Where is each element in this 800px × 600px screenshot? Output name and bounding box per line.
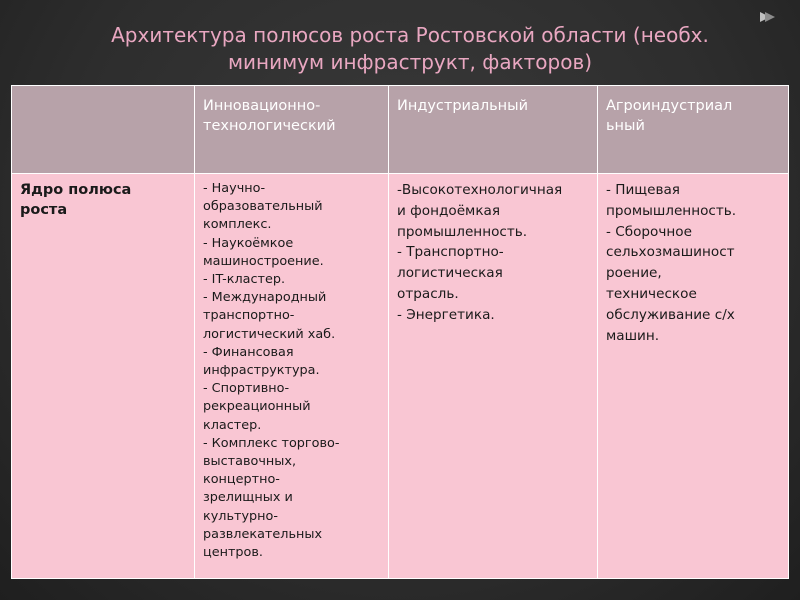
cell-line: - Транспортно-	[397, 244, 504, 261]
cell-line: - Финансовая	[203, 344, 294, 360]
cell-line: рекреационный	[203, 399, 311, 415]
cell-line: -Высокотехнологичная	[397, 182, 563, 198]
row-label-cell	[12, 174, 195, 579]
cell-line: - Наукоёмкое	[203, 235, 294, 251]
cell-line: - IT-кластер.	[203, 272, 286, 288]
table-header-row	[12, 86, 789, 174]
header-text: ьный	[606, 118, 645, 134]
cell-agroindustrial	[598, 174, 789, 579]
header-industrial	[389, 86, 598, 174]
title-line-1: Архитектура полюсов роста Ростовской области (необх.	[111, 23, 709, 47]
cell-line: - Комплекс торгово-	[203, 435, 340, 451]
cell-line: - Международный	[203, 290, 327, 306]
cell-line: промышленность.	[606, 202, 737, 219]
header-text: Агроиндустриал	[606, 98, 733, 114]
cell-line: и фондоёмкая	[397, 202, 501, 219]
cell-line: - Сборочное	[606, 223, 692, 240]
cell-line: обслуживание с/х	[606, 306, 735, 323]
cell-line: концертно-	[203, 472, 280, 488]
cell-line: культурно-	[203, 508, 278, 524]
cell-line: кластер.	[203, 417, 262, 433]
cell-line: - Научно-	[203, 181, 266, 196]
cell-line: логистическая	[397, 265, 503, 282]
header-agroindustrial	[598, 86, 789, 174]
growth-poles-table	[11, 85, 789, 579]
row-label-text: роста	[20, 202, 68, 218]
cell-line: машиностроение.	[203, 253, 324, 269]
cell-industrial	[389, 174, 598, 579]
header-text: технологический	[203, 118, 336, 134]
table-row	[12, 174, 789, 579]
cell-line: логистический хаб.	[203, 326, 336, 342]
cell-industrial-text	[389, 174, 597, 332]
header-innovation	[195, 86, 389, 174]
cell-line: зрелищных и	[203, 490, 293, 506]
header-cell-empty	[12, 86, 195, 174]
cell-line: инфраструктура.	[203, 363, 320, 379]
cell-line: комплекс.	[203, 217, 272, 233]
cell-line: машин.	[606, 327, 660, 344]
cell-line: образовательный	[203, 199, 323, 215]
cell-line: сельхозмашиност	[606, 244, 735, 261]
cell-line: техническое	[606, 285, 697, 302]
title-line-2: минимум инфраструкт, факторов)	[227, 50, 593, 74]
cell-line: промышленность.	[397, 223, 528, 240]
slide-title	[60, 22, 760, 76]
cell-line: центров.	[203, 545, 263, 561]
cell-line: - Энергетика.	[397, 306, 495, 323]
row-label-text: Ядро полюса	[20, 182, 132, 198]
cell-line: транспортно-	[203, 308, 295, 324]
arrow-decoration-icon	[760, 12, 774, 26]
cell-innovation-text	[195, 174, 388, 568]
cell-line: отрасль.	[397, 285, 459, 302]
cell-line: роение,	[606, 265, 662, 282]
cell-innovation	[195, 174, 389, 579]
header-text: Индустриальный	[397, 98, 529, 114]
header-text: Инновационно-	[203, 98, 321, 114]
cell-line: - Спортивно-	[203, 381, 290, 397]
cell-agroindustrial-text	[598, 174, 788, 352]
cell-line: развлекательных	[203, 526, 323, 542]
cell-line: выставочных,	[203, 454, 297, 470]
cell-line: - Пищевая	[606, 182, 680, 198]
